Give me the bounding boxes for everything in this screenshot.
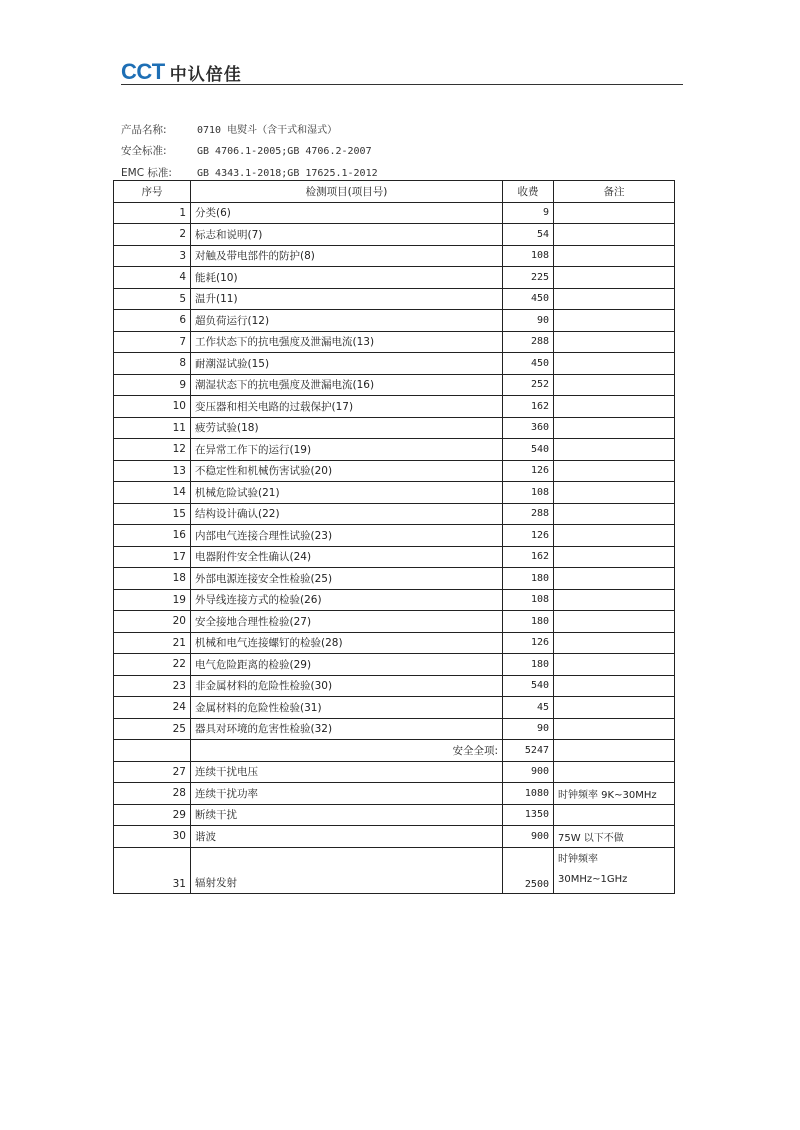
row-no: 31 bbox=[114, 847, 191, 893]
row-no: 16 bbox=[114, 525, 191, 547]
safety-items-body bbox=[114, 202, 675, 740]
row-fee: 180 bbox=[503, 611, 554, 633]
row-fee: 2500 bbox=[503, 847, 554, 893]
row-no: 1 bbox=[114, 202, 191, 224]
row-no: 12 bbox=[114, 439, 191, 461]
row-fee: 252 bbox=[503, 374, 554, 396]
table-row bbox=[114, 611, 675, 633]
table-row bbox=[114, 417, 675, 439]
row-no: 22 bbox=[114, 654, 191, 676]
row-fee: 900 bbox=[503, 826, 554, 848]
table-row bbox=[114, 783, 675, 805]
row-fee: 1350 bbox=[503, 804, 554, 826]
row-item: 连续干扰电压 bbox=[191, 761, 503, 783]
row-remark: 75W 以下不做 bbox=[554, 826, 675, 848]
row-item: 断续干扰 bbox=[191, 804, 503, 826]
product-name-line bbox=[121, 121, 337, 137]
table-row bbox=[114, 697, 675, 719]
row-item: 电器附件安全性确认(24) bbox=[191, 546, 503, 568]
row-item: 分类(6) bbox=[191, 202, 503, 224]
row-item: 机械危险试验(21) bbox=[191, 482, 503, 504]
row-no: 28 bbox=[114, 783, 191, 805]
row-item: 在异常工作下的运行(19) bbox=[191, 439, 503, 461]
row-fee: 108 bbox=[503, 245, 554, 267]
row-fee: 450 bbox=[503, 288, 554, 310]
row-item: 谐波 bbox=[191, 826, 503, 848]
row-fee: 1080 bbox=[503, 783, 554, 805]
table-row bbox=[114, 310, 675, 332]
subtotal-row bbox=[114, 740, 675, 762]
row-fee: 288 bbox=[503, 503, 554, 525]
row-fee: 900 bbox=[503, 761, 554, 783]
table-row bbox=[114, 568, 675, 590]
safety-standard-line bbox=[121, 143, 372, 158]
row-no: 27 bbox=[114, 761, 191, 783]
row-no: 4 bbox=[114, 267, 191, 289]
header-no: 序号 bbox=[114, 181, 191, 203]
table-row bbox=[114, 654, 675, 676]
header-remark: 备注 bbox=[554, 181, 675, 203]
emc-standard-label: EMC 标准: bbox=[121, 167, 172, 179]
remark-line-2: 30MHz~1GHz bbox=[558, 873, 628, 885]
row-remark bbox=[554, 460, 675, 482]
row-fee: 180 bbox=[503, 568, 554, 590]
row-remark bbox=[554, 310, 675, 332]
row-no: 15 bbox=[114, 503, 191, 525]
row-remark bbox=[554, 439, 675, 461]
row-remark bbox=[554, 761, 675, 783]
table-row bbox=[114, 374, 675, 396]
company-logo bbox=[121, 60, 242, 84]
row-fee: 45 bbox=[503, 697, 554, 719]
table-row bbox=[114, 288, 675, 310]
row-remark bbox=[554, 353, 675, 375]
row-item: 非金属材料的危险性检验(30) bbox=[191, 675, 503, 697]
row-no: 3 bbox=[114, 245, 191, 267]
row-no: 30 bbox=[114, 826, 191, 848]
row-remark bbox=[554, 632, 675, 654]
row-fee: 162 bbox=[503, 396, 554, 418]
row-remark bbox=[554, 331, 675, 353]
row-no: 25 bbox=[114, 718, 191, 740]
table-row bbox=[114, 396, 675, 418]
row-item: 外导线连接方式的检验(26) bbox=[191, 589, 503, 611]
row-item: 安全接地合理性检验(27) bbox=[191, 611, 503, 633]
row-no: 11 bbox=[114, 417, 191, 439]
table-row bbox=[114, 460, 675, 482]
row-no: 9 bbox=[114, 374, 191, 396]
row-item: 金属材料的危险性检验(31) bbox=[191, 697, 503, 719]
row-no: 8 bbox=[114, 353, 191, 375]
row-remark bbox=[554, 697, 675, 719]
row-item: 温升(11) bbox=[191, 288, 503, 310]
table-row bbox=[114, 589, 675, 611]
row-no: 29 bbox=[114, 804, 191, 826]
table-row bbox=[114, 439, 675, 461]
row-no: 13 bbox=[114, 460, 191, 482]
emc-items-body bbox=[114, 761, 675, 847]
logo-text-en: CCT bbox=[121, 59, 165, 84]
row-item: 内部电气连接合理性试验(23) bbox=[191, 525, 503, 547]
header-fee: 收费 bbox=[503, 181, 554, 203]
row-fee: 225 bbox=[503, 267, 554, 289]
row-fee: 90 bbox=[503, 718, 554, 740]
row-no: 5 bbox=[114, 288, 191, 310]
table-row bbox=[114, 632, 675, 654]
row-remark bbox=[554, 546, 675, 568]
row-no: 20 bbox=[114, 611, 191, 633]
row-remark bbox=[554, 245, 675, 267]
row-remark bbox=[554, 202, 675, 224]
row-item: 器具对环境的危害性检验(32) bbox=[191, 718, 503, 740]
table-row bbox=[114, 224, 675, 246]
subtotal-remark bbox=[554, 740, 675, 762]
row-remark bbox=[554, 396, 675, 418]
row-item: 标志和说明(7) bbox=[191, 224, 503, 246]
row-fee: 540 bbox=[503, 439, 554, 461]
subtotal-no bbox=[114, 740, 191, 762]
row-item: 机械和电气连接螺钉的检验(28) bbox=[191, 632, 503, 654]
row-fee: 288 bbox=[503, 331, 554, 353]
table-row bbox=[114, 525, 675, 547]
safety-standard-label: 安全标准: bbox=[121, 145, 167, 157]
row-item: 连续干扰功率 bbox=[191, 783, 503, 805]
table-row bbox=[114, 847, 675, 893]
header-divider bbox=[121, 84, 683, 85]
table-row bbox=[114, 331, 675, 353]
safety-standard-value: GB 4706.1-2005;GB 4706.2-2007 bbox=[197, 146, 372, 157]
row-remark bbox=[554, 589, 675, 611]
row-fee: 54 bbox=[503, 224, 554, 246]
row-no: 14 bbox=[114, 482, 191, 504]
row-remark bbox=[554, 611, 675, 633]
row-no: 24 bbox=[114, 697, 191, 719]
row-item: 超负荷运行(12) bbox=[191, 310, 503, 332]
row-item: 潮湿状态下的抗电强度及泄漏电流(16) bbox=[191, 374, 503, 396]
table-row bbox=[114, 675, 675, 697]
row-item: 电气危险距离的检验(29) bbox=[191, 654, 503, 676]
fee-table bbox=[113, 180, 675, 894]
row-remark bbox=[554, 675, 675, 697]
table-row bbox=[114, 202, 675, 224]
row-remark bbox=[554, 224, 675, 246]
table-row bbox=[114, 503, 675, 525]
row-remark bbox=[554, 654, 675, 676]
row-remark bbox=[554, 374, 675, 396]
row-fee: 126 bbox=[503, 525, 554, 547]
row-no: 2 bbox=[114, 224, 191, 246]
row-item: 结构设计确认(22) bbox=[191, 503, 503, 525]
table-row bbox=[114, 267, 675, 289]
emc-standard-value: GB 4343.1-2018;GB 17625.1-2012 bbox=[197, 168, 378, 179]
subtotal-label: 安全全项: bbox=[191, 740, 503, 762]
row-fee: 162 bbox=[503, 546, 554, 568]
row-item: 外部电源连接安全性检验(25) bbox=[191, 568, 503, 590]
row-remark bbox=[554, 417, 675, 439]
product-name-value: 0710 电熨斗（含干式和湿式） bbox=[197, 125, 338, 136]
row-remark bbox=[554, 568, 675, 590]
row-remark bbox=[554, 267, 675, 289]
table-row bbox=[114, 546, 675, 568]
table-row bbox=[114, 826, 675, 848]
row-item: 对触及带电部件的防护(8) bbox=[191, 245, 503, 267]
remark-line-1: 时钟频率 bbox=[558, 853, 598, 865]
row-fee: 108 bbox=[503, 589, 554, 611]
row-fee: 180 bbox=[503, 654, 554, 676]
row-no: 21 bbox=[114, 632, 191, 654]
row-remark bbox=[554, 503, 675, 525]
row-no: 10 bbox=[114, 396, 191, 418]
row-item: 工作状态下的抗电强度及泄漏电流(13) bbox=[191, 331, 503, 353]
row-no: 19 bbox=[114, 589, 191, 611]
row-fee: 360 bbox=[503, 417, 554, 439]
row-item: 变压器和相关电路的过载保护(17) bbox=[191, 396, 503, 418]
row-no: 7 bbox=[114, 331, 191, 353]
table-row bbox=[114, 761, 675, 783]
row-remark bbox=[554, 525, 675, 547]
row-fee: 9 bbox=[503, 202, 554, 224]
row-no: 18 bbox=[114, 568, 191, 590]
row-remark bbox=[554, 718, 675, 740]
row-item: 耐潮湿试验(15) bbox=[191, 353, 503, 375]
row-no: 23 bbox=[114, 675, 191, 697]
row-fee: 540 bbox=[503, 675, 554, 697]
row-remark bbox=[554, 847, 675, 893]
row-no: 6 bbox=[114, 310, 191, 332]
header-item: 检测项目(项目号) bbox=[191, 181, 503, 203]
row-fee: 108 bbox=[503, 482, 554, 504]
table-row bbox=[114, 804, 675, 826]
emc-standard-line bbox=[121, 165, 378, 180]
row-remark bbox=[554, 804, 675, 826]
row-remark: 时钟频率 9K~30MHz bbox=[554, 783, 675, 805]
table-row bbox=[114, 482, 675, 504]
row-remark bbox=[554, 288, 675, 310]
row-fee: 126 bbox=[503, 460, 554, 482]
product-name-label: 产品名称: bbox=[121, 124, 167, 136]
row-fee: 126 bbox=[503, 632, 554, 654]
table-header-row bbox=[114, 181, 675, 203]
row-item: 辐射发射 bbox=[191, 847, 503, 893]
row-fee: 90 bbox=[503, 310, 554, 332]
logo-text-cn: 中认倍佳 bbox=[169, 64, 242, 85]
row-item: 疲劳试验(18) bbox=[191, 417, 503, 439]
row-no: 17 bbox=[114, 546, 191, 568]
subtotal-body bbox=[114, 740, 675, 762]
row-fee: 450 bbox=[503, 353, 554, 375]
table-row bbox=[114, 353, 675, 375]
subtotal-fee: 5247 bbox=[503, 740, 554, 762]
row-remark bbox=[554, 482, 675, 504]
table-row bbox=[114, 245, 675, 267]
table-row bbox=[114, 718, 675, 740]
last-row-body bbox=[114, 847, 675, 893]
row-item: 能耗(10) bbox=[191, 267, 503, 289]
row-item: 不稳定性和机械伤害试验(20) bbox=[191, 460, 503, 482]
